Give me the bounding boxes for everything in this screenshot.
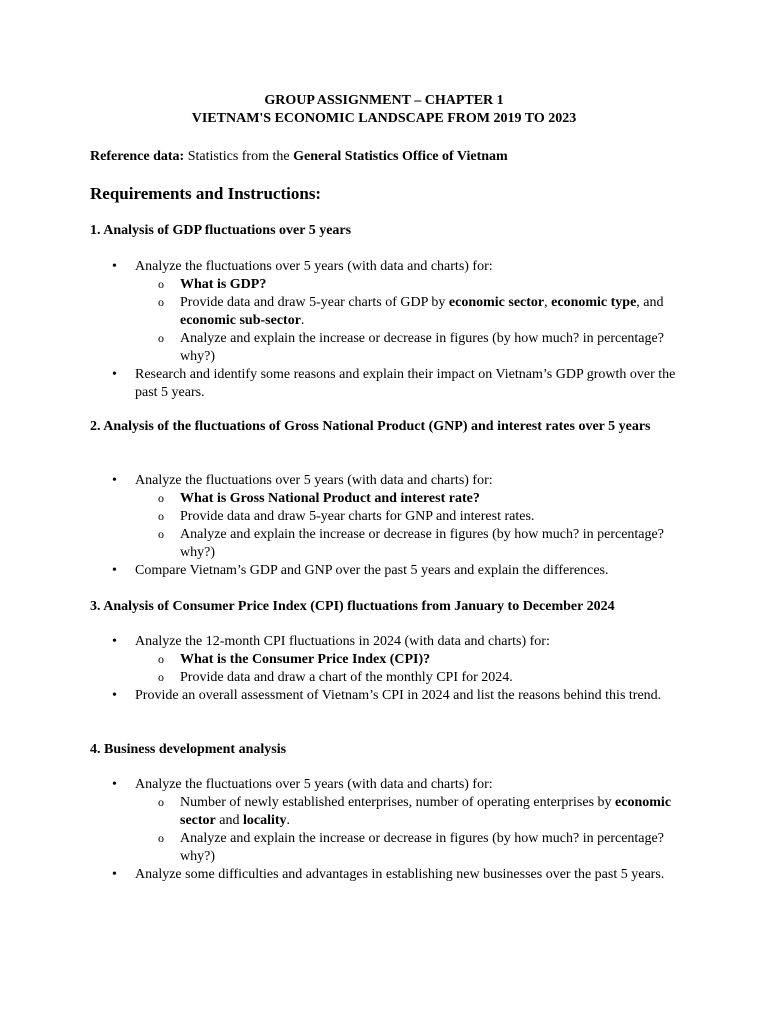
section-1-heading: 1. Analysis of GDP fluctuations over 5 years <box>90 223 352 238</box>
list-item <box>135 794 680 830</box>
section-1-sub-1: What is GDP? <box>180 277 267 292</box>
document-title <box>0 92 768 128</box>
list-item <box>135 276 680 294</box>
section-4-sub-1-text: Number of newly established enterprises, number of operating enterprises by <box>180 795 616 810</box>
list-item <box>90 258 680 366</box>
section-4-bullet-1: Analyze the fluctuations over 5 years (with data and charts) for: <box>135 777 493 792</box>
section-2-sub-3: Analyze and explain the increase or decrease in figures (by how much? in percentage? why?) <box>180 527 664 560</box>
requirements-heading: Requirements and Instructions: <box>90 184 322 203</box>
section-2-sub-2: Provide data and draw 5-year charts for GNP and interest rates. <box>180 509 535 524</box>
section-2-bullet-2: Compare Vietnam’s GDP and GNP over the past 5 years and explain the differences. <box>135 563 609 578</box>
section-2-list <box>90 472 680 580</box>
list-item <box>90 866 680 884</box>
section-3-sub-1: What is the Consumer Price Index (CPI)? <box>180 652 431 667</box>
section-4-bullet-2: Analyze some difficulties and advantages in establishing new businesses over the past 5 years. <box>135 867 665 882</box>
reference-source: General Statistics Office of Vietnam <box>293 149 508 164</box>
section-1-sub-2-text: Provide data and draw 5-year charts of GDP by <box>180 295 449 310</box>
list-item <box>135 526 680 562</box>
section-3-bullet-2: Provide an overall assessment of Vietnam’s CPI in 2024 and list the reasons behind this trend. <box>135 688 662 703</box>
section-1-bullet-1: Analyze the fluctuations over 5 years (with data and charts) for: <box>135 259 493 274</box>
title-line-2: VIETNAM'S ECONOMIC LANDSCAPE FROM 2019 TO 2023 <box>191 111 577 126</box>
list-item <box>135 294 680 330</box>
reference-line <box>90 148 680 166</box>
section-1-sub-2-bold: economic sector <box>448 295 545 310</box>
list-item <box>135 330 680 366</box>
section-3-bullet-1: Analyze the 12-month CPI fluctuations in 2024 (with data and charts) for: <box>135 634 550 649</box>
section-4-heading: 4. Business development analysis <box>90 742 287 757</box>
section-1-bullet-2: Research and identify some reasons and explain their impact on Vietnam’s GDP growth over the past 5 years. <box>135 367 676 400</box>
section-2-heading: 2. Analysis of the fluctuations of Gross National Product (GNP) and interest rates over 5 years <box>90 419 651 434</box>
list-item <box>90 562 680 580</box>
list-item <box>135 830 680 866</box>
section-3-heading: 3. Analysis of Consumer Price Index (CPI) fluctuations from January to December 2024 <box>90 599 615 614</box>
section-1-sub-2-bold: economic type <box>551 295 637 310</box>
section-2-bullet-1: Analyze the fluctuations over 5 years (with data and charts) for: <box>135 473 493 488</box>
list-item <box>90 366 680 402</box>
list-item <box>135 651 680 669</box>
section-1-sub-2-end: . <box>300 313 305 328</box>
section-1-list <box>90 258 680 402</box>
section-4-list <box>90 776 680 884</box>
section-4-sub-1-sep: and <box>215 813 243 828</box>
list-item <box>90 472 680 562</box>
list-item <box>135 669 680 687</box>
list-item <box>135 508 680 526</box>
section-1-sub-3: Analyze and explain the increase or decrease in figures (by how much? in percentage? why?) <box>180 331 664 364</box>
section-4-sub-1-bold: locality <box>242 813 287 828</box>
list-item <box>135 490 680 508</box>
section-4-sub-2: Analyze and explain the increase or decrease in figures (by how much? in percentage? why?) <box>180 831 664 864</box>
section-1-sub-2-sep: , <box>544 295 552 310</box>
section-2-sub-1: What is Gross National Product and interest rate? <box>180 491 480 506</box>
reference-text: Statistics from the <box>184 149 294 164</box>
section-4-sub-1-end: . <box>286 813 291 828</box>
list-item <box>90 776 680 866</box>
list-item <box>90 633 680 687</box>
section-3-list <box>90 633 680 705</box>
section-1-sub-2-sep: , and <box>636 295 664 310</box>
section-4-sub-1-bold: economic sector <box>180 795 672 828</box>
reference-label: Reference data: <box>90 149 185 164</box>
title-line-1: GROUP ASSIGNMENT – CHAPTER 1 <box>264 93 504 108</box>
section-3-sub-2: Provide data and draw a chart of the monthly CPI for 2024. <box>180 670 513 685</box>
list-item <box>90 687 680 705</box>
section-1-sub-2-bold: economic sub-sector <box>180 313 301 328</box>
